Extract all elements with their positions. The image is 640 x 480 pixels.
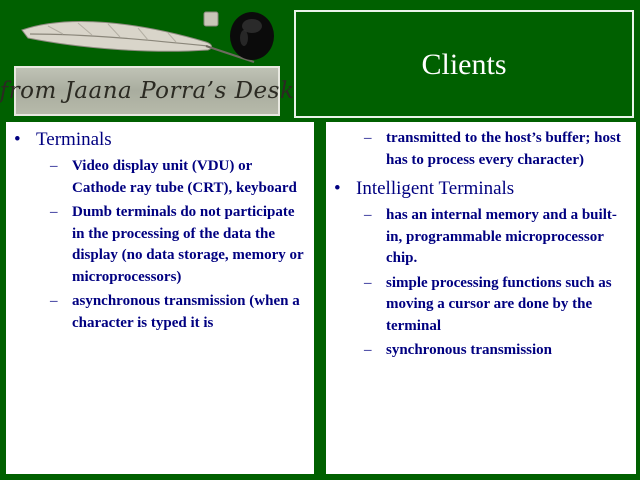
quill-pen-icon	[22, 21, 254, 62]
bullet-intelligent-terminals	[334, 177, 630, 201]
logo	[0, 4, 295, 116]
bullet-terminals	[14, 128, 306, 152]
dash-marker: –	[50, 158, 58, 174]
logo-text: from Jaana Porra’s Desk	[0, 78, 295, 104]
logo-banner	[0, 66, 295, 116]
dash-marker: –	[364, 342, 372, 358]
subitem-internal-memory	[334, 205, 630, 270]
subitem-async	[14, 291, 306, 334]
subitem-text: Dumb terminals do not participate in the processing of the data the display (no data storage, memory or microprocessors)	[72, 204, 304, 285]
dash-marker: –	[364, 130, 372, 146]
subitem-text: transmitted to the host’s buffer; host has to process every character)	[386, 130, 621, 168]
subitem-vdu	[14, 156, 306, 199]
subitem-dumb-terminals	[14, 202, 306, 288]
dash-marker: –	[364, 207, 372, 223]
dash-marker: –	[50, 204, 58, 220]
ink-bottle-icon	[204, 12, 274, 60]
subitem-text: asynchronous transmission (when a character is typed it is	[72, 293, 300, 331]
left-content-panel	[6, 122, 314, 474]
subitem-text: Video display unit (VDU) or Cathode ray tube (CRT), keyboard	[72, 158, 297, 196]
subitem-processing-functions	[334, 273, 630, 338]
bullet-text: Terminals	[36, 129, 112, 150]
subitem-continuation	[334, 128, 630, 171]
title-box	[294, 10, 634, 118]
right-content-panel	[326, 122, 636, 474]
bullet-text: Intelligent Terminals	[356, 178, 515, 199]
dash-marker: –	[50, 293, 58, 309]
bullet-marker: •	[14, 129, 21, 150]
subitem-text: synchronous transmission	[386, 342, 553, 358]
subitem-text: has an internal memory and a built-in, programmable microprocessor chip.	[386, 207, 617, 266]
subitem-sync	[334, 340, 630, 362]
dash-marker: –	[364, 274, 372, 291]
subitem-text: simple processing functions such as moving a cursor are done by the terminal	[386, 274, 612, 334]
slide-title: Clients	[421, 48, 507, 81]
bullet-marker: •	[334, 178, 341, 199]
